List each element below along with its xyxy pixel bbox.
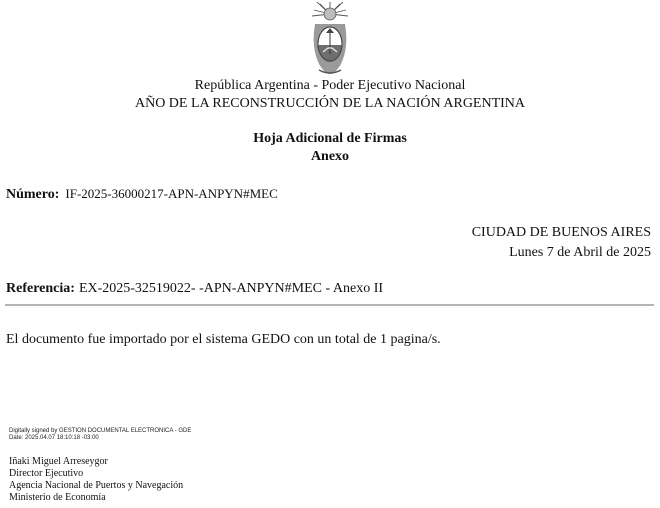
header-country: República Argentina - Poder Ejecutivo Nacional (194, 78, 466, 93)
document-place: CIUDAD DE BUENOS AIRES (471, 225, 651, 240)
coat-of-arms-icon (305, 2, 355, 77)
signer-ministry: Ministerio de Economía (9, 492, 106, 503)
document-number-value: IF-2025-36000217-APN-ANPYN#MEC (65, 186, 278, 201)
document-number-label: Número: (6, 187, 60, 202)
digital-signature-signer: Digitally signed by GESTION DOCUMENTAL ELECTRONICA - GDE (9, 428, 192, 434)
header-year-motto: AÑO DE LA RECONSTRUCCIÓN DE LA NACIÓN ARGENTINA (134, 96, 526, 111)
document-date: Lunes 7 de Abril de 2025 (509, 245, 651, 260)
signer-agency: Agencia Nacional de Puertos y Navegación (9, 480, 184, 491)
digital-signature-stamp (9, 428, 191, 442)
reference-label: Referencia: (6, 281, 75, 296)
reference-row (6, 280, 383, 297)
document-title: Hoja Adicional de Firmas (253, 131, 407, 146)
digital-signature-date: Date: 2025.04.07 18:10:18 -03:00 (9, 435, 99, 441)
reference-value: EX-2025-32519022- -APN-ANPYN#MEC - Anexo II (78, 281, 384, 296)
document-number-row (6, 185, 278, 203)
signer-name: Iñaki Miguel Arreseygor (9, 456, 108, 467)
signer-block (9, 456, 183, 504)
document-subtitle: Anexo (310, 149, 350, 164)
section-divider (5, 304, 654, 306)
document-body-text: El documento fue importado por el sistema GEDO con un total de 1 pagina/s. (6, 332, 441, 347)
signer-role: Director Ejecutivo (9, 468, 84, 479)
